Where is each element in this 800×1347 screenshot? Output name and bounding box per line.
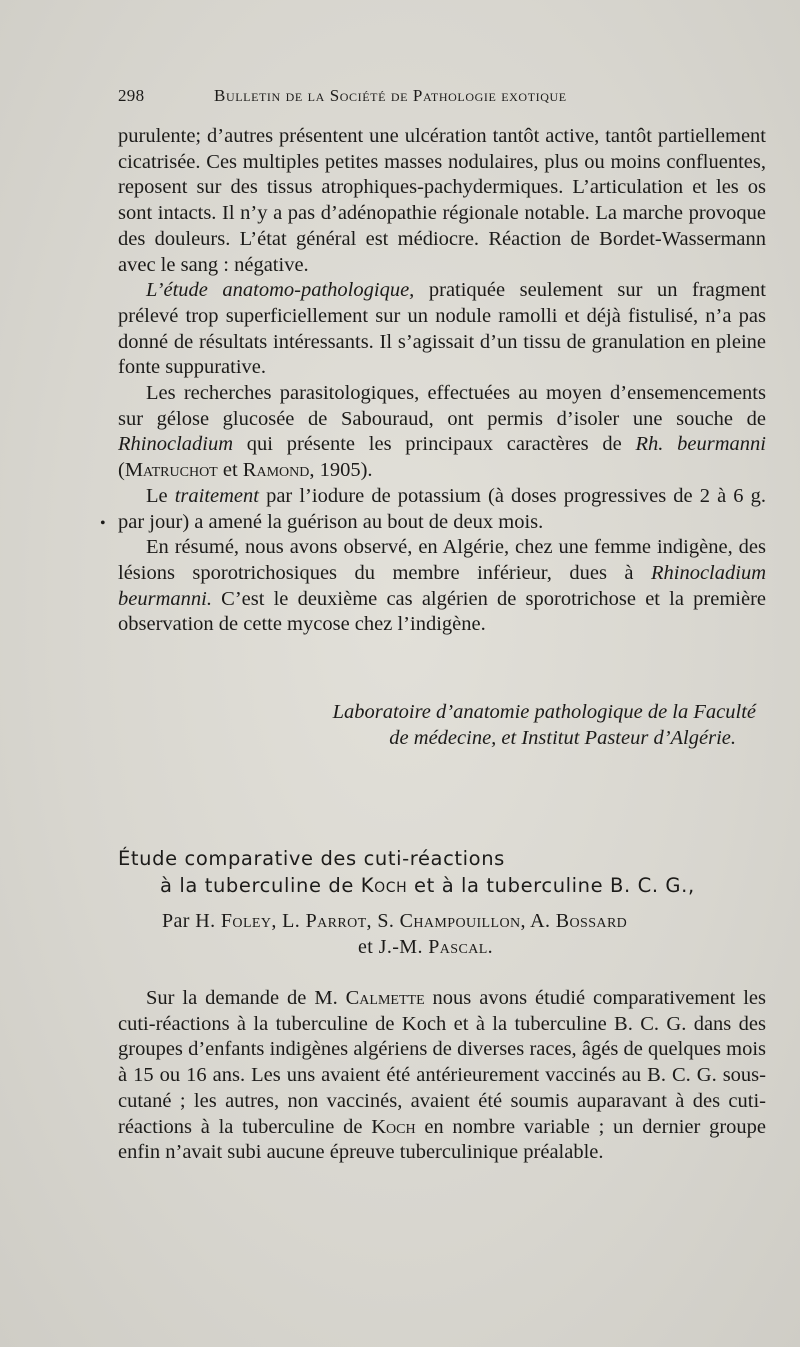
article-title-line-1: Étude comparative des cuti-réactions [118,847,505,870]
paragraph-continuation: purulente; d’autres présentent une ulcération tantôt active, tantôt partiellement cicatrisée. Ces multiples petites masses nodulaires, plus ou moins confluentes, reposent sur des tissus atrophiques-pachydermiques. L’articulation et les os sont intacts. Il n’y a pas d’adénopathie régionale notable. La marche provoque des douleurs. L’état général est médiocre. Réaction de Bordet-Wassermann avec le sang : négative. [118,125,766,276]
article-title [118,845,778,899]
affiliation-line-2: de médecine, et Institut Pasteur d’Algérie. [389,726,736,749]
authors-line-1: Par H. Foley, L. Parrot, S. Champouillon, A. Bossard [162,910,628,932]
journal-title: Bulletin de la Société de Pathologie exotique [214,86,567,105]
article-title-line-2: à la tuberculine de Koch et à la tuberculine B. C. G., [160,874,695,897]
paragraph-treatment: Le traitement par l’iodure de potassium (à doses progressives de 2 à 6 g. par jour) a amené la guérison au bout de deux mois. [118,484,766,533]
paragraph-parasitology: Les recherches parasitologiques, effectuées au moyen d’ensemencements sur gélose glucosée de Sabouraud, ont permis d’isoler une souche de Rhinocladium qui présente les principaux caractères de Rh. beurmanni (Matruchot et Ramond, 1905). [118,382,766,482]
page-number: 298 [118,86,145,105]
paragraph-intro: Sur la demande de M. Calmette nous avons étudié comparativement les cuti-réactions à la tuberculine de Koch et à la tuberculine B. C. G. dans des groupes d’enfants indigènes algériens de diverses races, âgés de quelques mois à 15 ou 16 ans. Les uns avaient été antérieurement vaccinés au B. C. G. sous-cutané ; les autres, non vaccinés, avaient été soumis auparavant à des cuti-réactions à la tuberculine de Koch en nombre variable ; un dernier groupe enfin n’avait subi aucune épreuve tuberculinique préalable. [118,987,766,1164]
paragraph-summary: En résumé, nous avons observé, en Algérie, chez une femme indigène, des lésions sporotrichosiques du membre inférieur, dues à Rhinocladium beurmanni. C’est le deuxième cas algérien de sporotrichose et la première observation de cette mycose chez l’indigène. [118,536,766,636]
article-body-text [118,986,766,1166]
affiliation-line-1: Laboratoire d’anatomie pathologique de la Faculté [332,701,756,723]
article-authors [118,909,766,960]
affiliation [118,700,766,751]
authors-line-2: et J.-M. Pascal. [358,935,494,958]
paragraph-pathology: L’étude anatomo-pathologique, pratiquée seulement sur un fragment prélevé trop superficiellement sur un nodule ramolli et déjà fistulisé, n’a pas donné de résultats intéressants. Il s’agissait d’un tissu de granulation en pleine fonte suppurative. [118,279,766,379]
margin-mark: • [100,515,106,532]
case-report-text [118,124,766,638]
